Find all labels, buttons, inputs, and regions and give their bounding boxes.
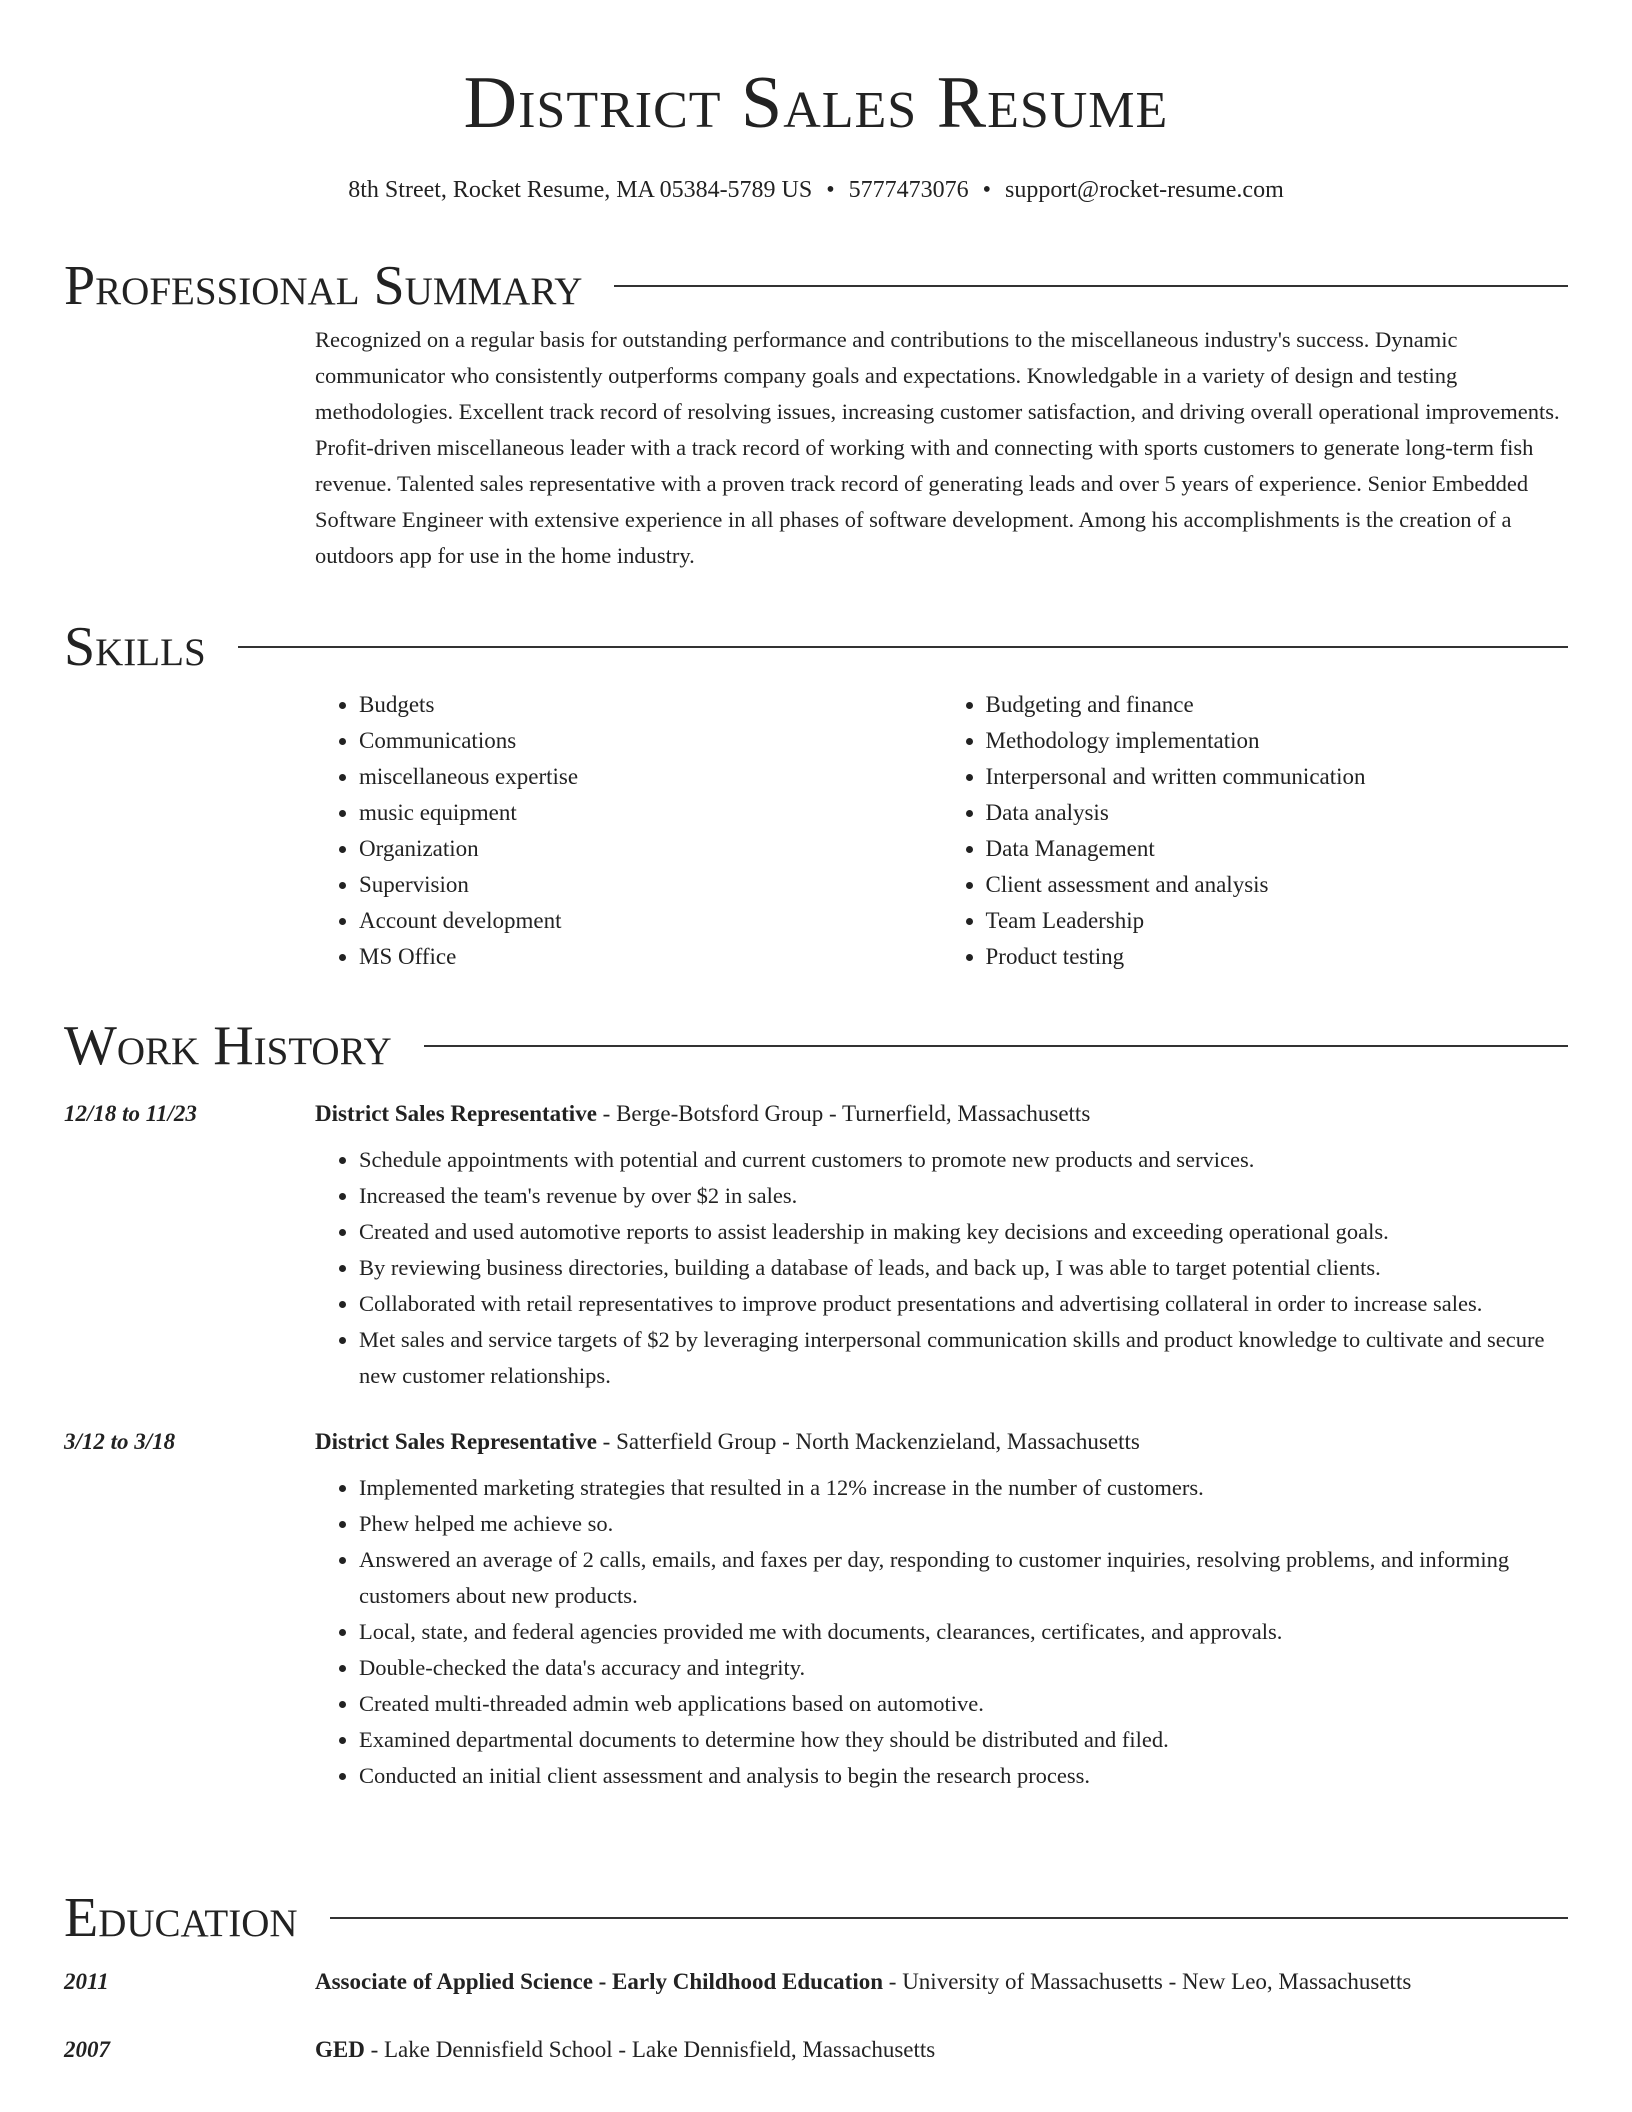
job-bullet: • Created multi-threaded admin web applications based on automotive. xyxy=(359,1686,1568,1722)
skill-item: • Budgets xyxy=(359,687,942,723)
contact-address: 8th Street, Rocket Resume, MA 05384-5789 US xyxy=(348,177,813,203)
skills-list-left xyxy=(315,687,942,975)
work-body xyxy=(315,1422,1568,1794)
skill-item: • Interpersonal and written communication xyxy=(986,759,1569,795)
education-year: 2007 xyxy=(64,2037,110,2062)
job-bullets xyxy=(315,1142,1568,1394)
job-bullet: • Phew helped me achieve so. xyxy=(359,1506,1568,1542)
skill-item: • Methodology implementation xyxy=(986,723,1569,759)
education-school: - University of Massachusetts - New Leo, Massachusetts xyxy=(883,1969,1412,1994)
work-title-line xyxy=(315,1094,1568,1134)
education-degree: GED xyxy=(315,2037,365,2062)
summary-text: Recognized on a regular basis for outstanding performance and contributions to the miscellaneous industry's success. Dynamic communicator who consistently outperforms company goals and expectations. Knowledgable in a variety of design and testing methodologies. Excellent track record of resolving issues, increasing customer satisfaction, and driving overall operational improvements. Profit-driven miscellaneous leader with a track record of working with and connecting with sports customers to generate long-term fish revenue. Talented sales representative with a proven track record of generating leads and over 5 years of experience. Senior Embedded Software Engineer with extensive experience in all phases of software development. Among his accomplishments is the creation of a outdoors app for use in the home industry. xyxy=(315,327,1560,568)
job-bullet: • Implemented marketing strategies that resulted in a 12% increase in the number of customers. xyxy=(359,1470,1568,1506)
job-bullet: • Answered an average of 2 calls, emails, and faxes per day, responding to customer inquiries, resolving problems, and informing customers about new products. xyxy=(359,1542,1568,1614)
education-body xyxy=(315,2030,1568,2070)
skill-item: • miscellaneous expertise xyxy=(359,759,942,795)
section-divider xyxy=(424,1045,1568,1047)
skill-item: • Budgeting and finance xyxy=(986,687,1569,723)
education-entry xyxy=(64,1962,1568,2002)
job-bullets xyxy=(315,1470,1568,1794)
summary-section xyxy=(64,254,1568,574)
section-divider xyxy=(614,285,1568,287)
skill-item: • Supervision xyxy=(359,867,942,903)
skills-header xyxy=(64,615,1568,679)
job-bullet: • Created and used automotive reports to assist leadership in making key decisions and exceeding operational goals. xyxy=(359,1214,1568,1250)
job-bullet: • Local, state, and federal agencies provided me with documents, clearances, certificates, and approvals. xyxy=(359,1614,1568,1650)
section-divider xyxy=(330,1917,1568,1919)
education-school: - Lake Dennisfield School - Lake Dennisfield, Massachusetts xyxy=(364,2037,936,2062)
skills-content xyxy=(315,687,1568,975)
skill-item: • Data Management xyxy=(986,831,1569,867)
work-title-line xyxy=(315,1422,1568,1462)
education-heading: Education xyxy=(64,1887,298,1949)
job-role: District Sales Representative xyxy=(315,1101,597,1126)
skill-item: • Organization xyxy=(359,831,942,867)
job-bullet: • By reviewing business directories, building a database of leads, and back up, I was able to target potential clients. xyxy=(359,1250,1568,1286)
skill-item: • Client assessment and analysis xyxy=(986,867,1569,903)
work-header xyxy=(64,1014,1568,1078)
contact-phone: 5777473076 xyxy=(848,177,969,203)
job-bullet: • Double-checked the data's accuracy and integrity. xyxy=(359,1650,1568,1686)
skills-grid xyxy=(315,687,1568,975)
work-body xyxy=(315,1094,1568,1394)
work-entry xyxy=(64,1094,1568,1394)
work-section xyxy=(64,1014,1568,1794)
job-employer: - Satterfield Group - North Mackenzieland, Massachusetts xyxy=(596,1429,1140,1454)
skill-item: • music equipment xyxy=(359,795,942,831)
work-dates: 3/12 to 3/18 xyxy=(64,1429,176,1454)
skills-list-right xyxy=(942,687,1569,975)
work-dates: 12/18 to 11/23 xyxy=(64,1101,197,1126)
skill-item: • Communications xyxy=(359,723,942,759)
skill-item: • Account development xyxy=(359,903,942,939)
section-divider xyxy=(238,646,1568,648)
contact-separator: • xyxy=(826,177,835,203)
skill-item: • Data analysis xyxy=(986,795,1569,831)
summary-header xyxy=(64,254,1568,318)
education-degree: Associate of Applied Science - Early Childhood Education xyxy=(315,1969,884,1994)
skill-item: • Product testing xyxy=(986,939,1569,975)
education-section xyxy=(64,1886,1568,2070)
education-year: 2011 xyxy=(64,1969,109,1994)
education-header xyxy=(64,1886,1568,1950)
resume-title: District Sales Resume xyxy=(463,62,1169,144)
education-entry xyxy=(64,2030,1568,2070)
job-bullet: • Conducted an initial client assessment and analysis to begin the research process. xyxy=(359,1758,1568,1794)
job-bullet: • Examined departmental documents to determine how they should be distributed and filed. xyxy=(359,1722,1568,1758)
contact-line xyxy=(0,173,1632,207)
summary-heading: Professional Summary xyxy=(64,255,583,317)
job-role: District Sales Representative xyxy=(315,1429,597,1454)
job-bullet: • Met sales and service targets of $2 by leveraging interpersonal communication skills and product knowledge to cultivate and secure new customer relationships. xyxy=(359,1322,1568,1394)
job-employer: - Berge-Botsford Group - Turnerfield, Massachusetts xyxy=(596,1101,1091,1126)
skills-heading: Skills xyxy=(64,616,206,678)
job-bullet: • Increased the team's revenue by over $2 in sales. xyxy=(359,1178,1568,1214)
skills-section xyxy=(64,615,1568,975)
skill-item: • MS Office xyxy=(359,939,942,975)
education-body xyxy=(315,1962,1568,2002)
contact-separator: • xyxy=(982,177,992,203)
work-entry xyxy=(64,1422,1568,1794)
contact-email: support@rocket-resume.com xyxy=(1005,177,1284,203)
skill-item: • Team Leadership xyxy=(986,903,1569,939)
job-bullet: • Collaborated with retail representatives to improve product presentations and advertising collateral in order to increase sales. xyxy=(359,1286,1568,1322)
work-heading: Work History xyxy=(64,1015,392,1077)
summary-content xyxy=(315,322,1568,574)
job-bullet: • Schedule appointments with potential and current customers to promote new products and services. xyxy=(359,1142,1568,1178)
